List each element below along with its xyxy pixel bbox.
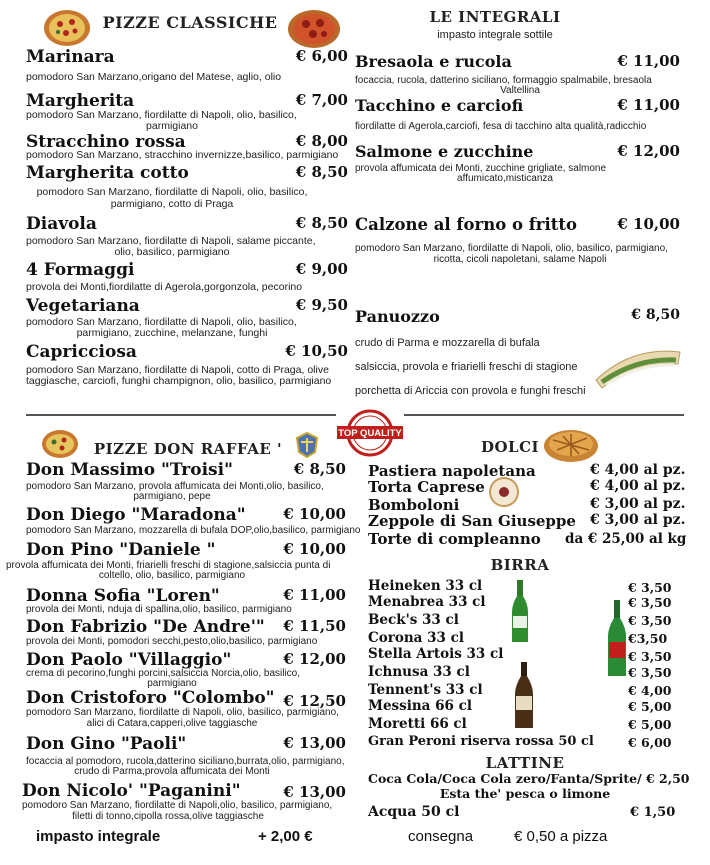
pizza-small-image — [40, 428, 80, 460]
beer-price: € 5,00 — [628, 699, 672, 714]
pizza-desc-cont: taggiasche, carciofi, funghi champignon, olio, basilico, parmigiano — [26, 375, 332, 387]
pizza-name: Don Massimo "Troisi" — [26, 460, 233, 480]
pizza-price: € 12,00 — [283, 650, 346, 668]
integrale-desc-cont: affumicato,misticanza — [457, 173, 553, 184]
pizza-price: € 8,00 — [295, 132, 348, 150]
pizza-desc-cont: alici di Catara,capperi,olive taggiasche — [86, 718, 258, 729]
integrale-name: Bresaola e rucola — [355, 52, 512, 71]
pizza-name: Don Paolo "Villaggio" — [26, 650, 232, 670]
lattine-drinks: Coca Cola/Coca Cola zero/Fanta/Sprite/ € 2,50 — [368, 771, 690, 786]
dolce-name: Torta Caprese — [368, 478, 485, 496]
pizza-price: € 12,50 — [283, 692, 346, 710]
pizza-desc: pomodoro San Marzano, fiordilatte di Napoli, cotto di Praga, olive — [26, 364, 329, 376]
pizza-price: € 11,50 — [283, 617, 346, 635]
pizza-price: € 10,00 — [283, 540, 346, 558]
dolce-name: Bomboloni — [368, 496, 460, 514]
dolce-name: Pastiera napoletana — [368, 462, 536, 480]
moretti-bottle-image — [510, 660, 538, 730]
panuozzo-name: Panuozzo — [355, 307, 440, 326]
pizza-desc: provola dei Monti,fiordilatte di Agerola,gorgonzola, pecorino — [26, 281, 303, 293]
pizza-desc: provola dei Monti, pomodori secchi,pesto,olio,basilico, parmigiano — [26, 636, 318, 647]
pizza-desc: pomodoro San Marzano, fiordilatte di Napoli, salame piccante, — [26, 235, 316, 247]
beer-name: Beck's 33 cl — [368, 612, 459, 628]
pizza-name: Don Nicolo' "Paganini" — [22, 781, 241, 801]
pizza-price: € 13,00 — [283, 783, 346, 801]
pizza-desc: pomodoro San Marzano, fiordilatte di Napoli, olio, basilico, parmigiano, — [26, 707, 339, 718]
pizza-desc-cont: parmigiano, zucchine, melanzane, funghi — [76, 327, 268, 339]
panuozzo-line: porchetta di Ariccia con provola e funghi freschi — [355, 385, 586, 397]
beer-price: € 3,50 — [628, 613, 672, 628]
pizza-name: Capricciosa — [26, 342, 137, 362]
integrale-name: Salmone e zucchine — [355, 142, 534, 161]
pizza-desc: pomodoro San Marzano, fiordilatte di Napoli, olio, basilico, — [26, 316, 297, 328]
badge-text: TOP QUALITY — [338, 428, 402, 439]
pizza-name: Donna Sofia "Loren" — [26, 586, 220, 606]
pizza-price: € 8,50 — [293, 460, 346, 478]
pizza-price: € 11,00 — [283, 586, 346, 604]
pizza-desc: focaccia al pomodoro, rucola,datterino siciliano,burrata,olio, parmigiano, — [26, 756, 345, 767]
integrale-name: Tacchino e carciofi — [355, 96, 524, 115]
dolci-title: DOLCI — [480, 438, 540, 456]
pizza-desc: provola dei Monti, nduja di spallina,olio, basilico, parmigiano — [26, 604, 292, 615]
pizza-desc-cont: olio, basilico, parmigiano — [114, 246, 230, 258]
pizza-price: € 7,00 — [295, 91, 348, 109]
pizza-name: Don Pino "Daniele " — [26, 540, 216, 560]
pizza-price: € 8,50 — [295, 163, 348, 181]
pizza-name: Stracchino rossa — [26, 132, 186, 152]
panuozzo-line: salsiccia, provola e friarielli freschi di stagione — [355, 361, 578, 373]
pizza-desc-cont: parmigiano — [147, 678, 197, 689]
integrali-title: LE INTEGRALI — [429, 8, 561, 26]
becks-bottle-image — [603, 598, 631, 678]
beer-name: Messina 66 cl — [368, 698, 472, 714]
consegna-price: € 0,50 a pizza — [514, 828, 608, 845]
pizza-desc: pomodoro San Marzano, stracchino invernizze,basilico, parmigiano — [26, 149, 339, 161]
pizza-desc: pomodoro San Marzano, fiordilatte di Napoli, olio, basilico, — [26, 109, 297, 121]
beer-price: € 6,00 — [628, 735, 672, 750]
integrali-subtitle: impasto integrale sottile — [437, 29, 553, 41]
pizza-desc-cont: parmigiano, pepe — [133, 491, 211, 502]
integrale-price: € 11,00 — [617, 96, 680, 114]
pizza-desc: pomodoro San Marzano, mozzarella di bufala DOP,olio,basilico, parmigiano — [26, 525, 361, 536]
pizza-name: Margherita cotto — [26, 163, 189, 183]
beer-name: Corona 33 cl — [368, 630, 464, 646]
divider — [404, 414, 684, 416]
pizza-name: Don Fabrizio "De Andre'" — [26, 617, 265, 637]
beer-price: € 3,50 — [628, 665, 672, 680]
beer-price: € 3,50 — [628, 580, 672, 595]
pizza-image — [42, 8, 92, 48]
beer-name: Heineken 33 cl — [368, 578, 483, 594]
integrale-desc: pomodoro San Marzano, fiordilatte di Napoli, olio, basilico, parmigiano, — [355, 243, 668, 254]
pizza-price: € 9,50 — [295, 296, 348, 314]
lattine-tea: Esta the' pesca o limone — [439, 786, 611, 801]
top-quality-badge — [336, 408, 404, 458]
beer-price: € 3,50 — [628, 649, 672, 664]
pizza-desc: pomodoro San Marzano, provola affumicata dei Monti,olio, basilico, — [26, 481, 324, 492]
integrale-desc: provola affumicata dei Monti, zucchine grigliate, salmone — [355, 163, 607, 174]
panuozzo-line: crudo di Parma e mozzarella di bufala — [355, 337, 540, 349]
crest-icon — [292, 430, 322, 460]
pizza-desc: pomodoro San Marzano, fiordilatte di Napoli, olio, basilico, — [36, 186, 308, 198]
pizza-diavola-image — [286, 8, 342, 50]
pizza-desc-cont: parmigiano — [146, 120, 198, 132]
raffae-title: PIZZE DON RAFFAE ' — [93, 440, 283, 458]
classiche-title: PIZZE CLASSICHE — [102, 13, 278, 32]
beer-name: Menabrea 33 cl — [368, 594, 486, 610]
beer-name: Stella Artois 33 cl — [368, 646, 504, 662]
pizza-desc: crema di pecorino,funghi porcini,salsiccia Norcia,olio, basilico, — [26, 668, 301, 679]
pizza-desc-cont: filetti di tonno,cipolla rossa,olive taggiasche — [72, 811, 264, 822]
integrale-desc-cont: ricotta, cicoli napoletani, salame Napoli — [433, 254, 607, 265]
impasto-label: impasto integrale — [36, 828, 161, 845]
pizza-price: € 8,50 — [295, 214, 348, 232]
pizza-desc: provola affumicata dei Monti, friarielli freschi di stagione,salsiccia punta di — [6, 560, 331, 571]
lattine-title: LATTINE — [485, 754, 565, 772]
beer-price: € 5,00 — [628, 717, 672, 732]
pizza-price: € 9,00 — [295, 260, 348, 278]
beer-name: Gran Peroni riserva rossa 50 cl — [368, 734, 594, 749]
acqua-price: € 1,50 — [630, 805, 676, 820]
beer-price: €3,50 — [628, 631, 668, 646]
birra-title: BIRRA — [490, 556, 550, 574]
dolce-name: Zeppole di San Giuseppe — [368, 512, 576, 530]
pizza-price: € 6,00 — [295, 47, 348, 65]
pizza-name: Diavola — [26, 214, 97, 234]
dolce-price: € 3,00 al pz. — [590, 512, 686, 528]
consegna-label: consegna — [408, 828, 474, 845]
dolce-name: Torte di compleanno — [368, 530, 541, 548]
beer-name: Tennent's 33 cl — [368, 682, 483, 698]
impasto-price: + 2,00 € — [258, 828, 313, 845]
divider — [26, 414, 336, 416]
pizza-price: € 13,00 — [283, 734, 346, 752]
pizza-name: Marinara — [26, 47, 115, 67]
pizza-name: Don Cristoforo "Colombo" — [26, 688, 275, 708]
integrale-desc-cont: Valtellina — [500, 85, 540, 96]
pizza-price: € 10,50 — [285, 342, 348, 360]
pizza-desc-cont: crudo di Parma,provola affumicata dei Monti — [74, 766, 270, 777]
integrale-desc: focaccia, rucola, datterino siciliano, formaggio spalmabile, bresaola — [355, 75, 652, 86]
pizza-name: Don Diego "Maradona" — [26, 505, 246, 525]
panuozzo-image — [592, 342, 684, 392]
pizza-name: 4 Formaggi — [26, 260, 135, 280]
heineken-bottle-image — [508, 578, 532, 644]
beer-name: Moretti 66 cl — [368, 716, 467, 732]
pizza-name: Vegetariana — [26, 296, 140, 316]
dolce-price: € 4,00 al pz. — [590, 462, 686, 478]
pizza-desc: pomodoro San Marzano, fiordilatte di Napoli,olio, basilico, parmigiano, — [22, 800, 333, 811]
pizza-price: € 10,00 — [283, 505, 346, 523]
pizza-desc-cont: coltello, olio, basilico, parmigiano — [98, 570, 246, 581]
beer-price: € 4,00 — [628, 683, 672, 698]
beer-price: € 3,50 — [628, 595, 672, 610]
integrale-price: € 11,00 — [617, 52, 680, 70]
zeppola-image — [488, 476, 520, 508]
pastiera-image — [543, 428, 599, 464]
integrale-name: Calzone al forno o fritto — [355, 215, 578, 234]
beer-name: Ichnusa 33 cl — [368, 664, 470, 680]
pizza-desc: pomodoro San Marzano,origano del Matese, aglio, olio — [26, 71, 282, 83]
acqua-name: Acqua 50 cl — [368, 804, 460, 820]
integrale-desc: fiordilatte di Agerola,carciofi, fesa di tacchino alta qualità,radicchio — [355, 121, 647, 132]
dolce-price: € 4,00 al pz. — [590, 478, 686, 494]
pizza-name: Don Gino "Paoli" — [26, 734, 187, 754]
integrale-price: € 12,00 — [617, 142, 680, 160]
pizza-name: Margherita — [26, 91, 135, 111]
integrale-price: € 10,00 — [617, 215, 680, 233]
dolce-price: € 3,00 al pz. — [590, 496, 686, 512]
pizza-desc-cont: parmigiano, cotto di Praga — [110, 198, 234, 210]
dolce-price: da € 25,00 al kg — [565, 531, 687, 547]
panuozzo-price: € 8,50 — [631, 307, 680, 323]
